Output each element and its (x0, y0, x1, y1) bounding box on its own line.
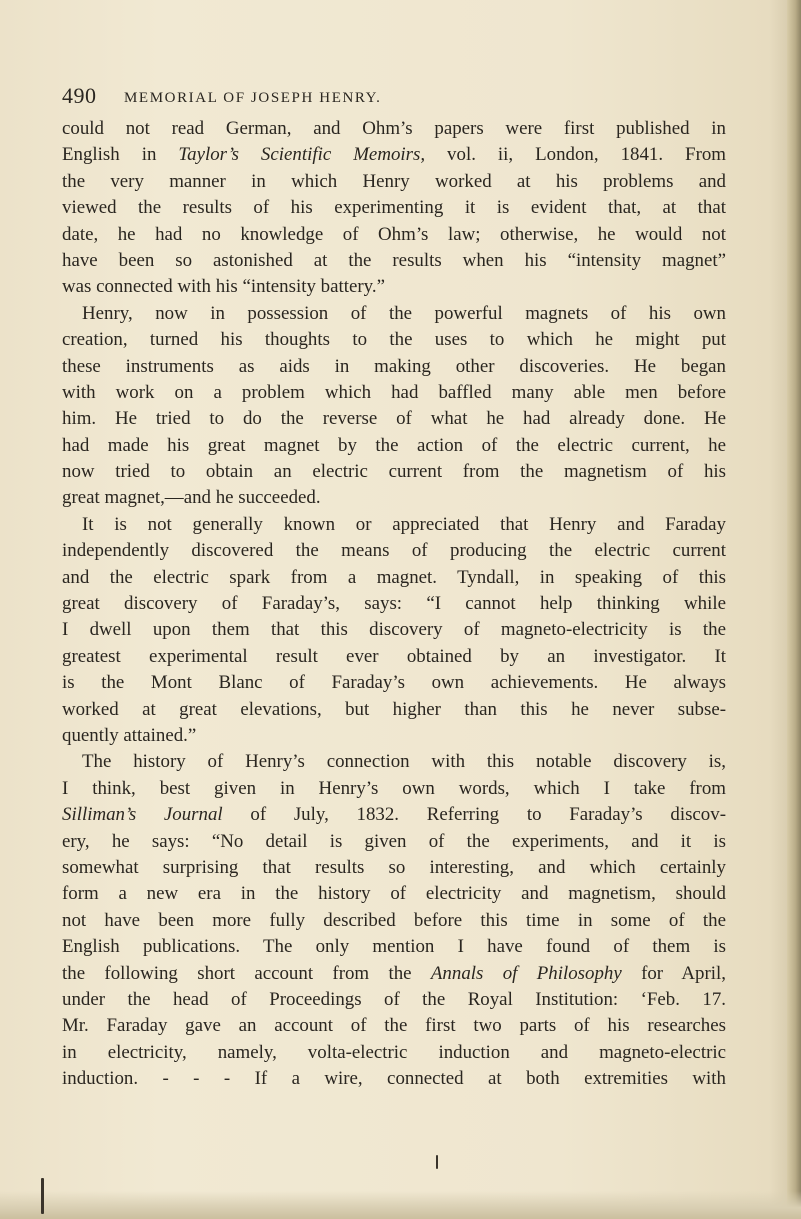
text-line (62, 248, 726, 274)
text-segment: of July, 1832. Referring to Faraday’s discov- (222, 804, 726, 826)
text-line (62, 222, 726, 248)
text-segment: have been so astonished at the results when his “intensity magnet” (62, 249, 726, 271)
text-segment: date, he had no knowledge of Ohm’s law; otherwise, he would not (62, 223, 726, 245)
text-segment: I dwell upon them that this discovery of magneto-electricity is the (62, 619, 726, 641)
text-line (62, 433, 726, 459)
text-line (62, 881, 726, 907)
text-segment: I think, best given in Henry’s own words, which I take from (62, 777, 726, 799)
body-text (62, 116, 726, 1092)
text-line (62, 459, 726, 485)
text-line (62, 380, 726, 406)
text-line (62, 301, 726, 327)
text-line (62, 908, 726, 934)
page-bottom-shadow (0, 1191, 801, 1219)
text-segment: vol. ii, London, 1841. From (425, 144, 726, 166)
text-segment: now tried to obtain an electric current from the magnetism of his (62, 461, 726, 483)
text-segment: greatest experimental result ever obtained by an investigator. It (62, 645, 726, 667)
text-segment: creation, turned his thoughts to the uses to which he might put (62, 329, 726, 351)
text-line (62, 670, 726, 696)
text-segment: English publications. The only mention I have found of them is (62, 936, 726, 958)
text-line (62, 565, 726, 591)
text-line (62, 776, 726, 802)
text-segment: was connected with his “intensity battery.” (62, 276, 385, 298)
text-segment: form a new era in the history of electricity and magnetism, should (62, 883, 726, 905)
text-line (62, 802, 726, 828)
text-segment: somewhat surprising that results so interesting, and which certainly (62, 856, 726, 878)
text-line (62, 142, 726, 168)
page-number: 490 (62, 83, 97, 108)
text-segment: under the head of Proceedings of the Royal Institution: ‘Feb. 17. (62, 988, 726, 1010)
text-segment: great discovery of Faraday’s, says: “I cannot help thinking while (62, 593, 726, 615)
text-line (62, 327, 726, 353)
italic-title: Taylor’s Scientific Memoirs, (178, 144, 426, 166)
text-segment: in electricity, namely, volta-electric induction and magneto-electric (62, 1041, 726, 1063)
text-segment: great magnet,—and he succeeded. (62, 487, 321, 509)
text-segment: and the electric spark from a magnet. Tyndall, in speaking of this (62, 566, 726, 588)
text-line (62, 1013, 726, 1039)
text-segment: Mr. Faraday gave an account of the first two parts of his researches (62, 1015, 726, 1037)
text-line (62, 169, 726, 195)
text-segment: Henry, now in possession of the powerful magnets of his own (82, 302, 726, 324)
text-line (62, 644, 726, 670)
text-segment: independently discovered the means of producing the electric current (62, 540, 726, 562)
text-line (62, 116, 726, 142)
text-line (62, 987, 726, 1013)
text-segment: English in (62, 144, 179, 166)
page-header (0, 0, 801, 120)
text-line (62, 406, 726, 432)
text-line (62, 195, 726, 221)
text-line (62, 1040, 726, 1066)
text-segment: It is not generally known or appreciated that Henry and Faraday (82, 513, 726, 535)
text-line (62, 855, 726, 881)
text-line (62, 512, 726, 538)
text-segment: not have been more fully described before this time in some of the (62, 909, 726, 931)
text-segment: induction. - - - If a wire, connected at both extremities with (62, 1068, 726, 1090)
text-line (62, 538, 726, 564)
text-line (62, 485, 726, 511)
running-title: MEMORIAL OF JOSEPH HENRY. (124, 90, 382, 106)
text-segment: is the Mont Blanc of Faraday’s own achievements. He always (62, 672, 726, 694)
text-line (62, 354, 726, 380)
text-line (62, 591, 726, 617)
text-segment: The history of Henry’s connection with this notable discovery is, (82, 751, 726, 773)
text-segment: ery, he says: “No detail is given of the experiments, and it is (62, 830, 726, 852)
text-segment: viewed the results of his experimenting it is evident that, at that (62, 197, 726, 219)
text-segment: him. He tried to do the reverse of what he had already done. He (62, 408, 726, 430)
text-line (62, 617, 726, 643)
text-line (62, 274, 726, 300)
text-segment: for April, (621, 962, 726, 984)
text-line (62, 961, 726, 987)
text-line (62, 723, 726, 749)
text-segment: worked at great elevations, but higher than this he never subse- (62, 698, 726, 720)
ink-speck (436, 1155, 438, 1169)
text-segment: the following short account from the (62, 962, 431, 984)
text-line (62, 934, 726, 960)
text-segment: quently attained.” (62, 724, 197, 746)
text-line (62, 1066, 726, 1092)
ink-speck (41, 1178, 44, 1214)
text-segment: could not read German, and Ohm’s papers were first published in (62, 118, 726, 139)
text-segment: had made his great magnet by the action of the electric current, he (62, 434, 726, 456)
text-segment: the very manner in which Henry worked at his problems and (62, 170, 726, 192)
text-line (62, 829, 726, 855)
text-segment: these instruments as aids in making other discoveries. He began (62, 355, 726, 377)
page-edge-shadow (787, 0, 801, 1219)
text-line (62, 749, 726, 775)
text-segment: with work on a problem which had baffled many able men before (62, 381, 726, 403)
italic-title: Silliman’s Journal (62, 804, 223, 826)
text-line (62, 697, 726, 723)
italic-title: Annals of Philosophy (430, 962, 622, 984)
